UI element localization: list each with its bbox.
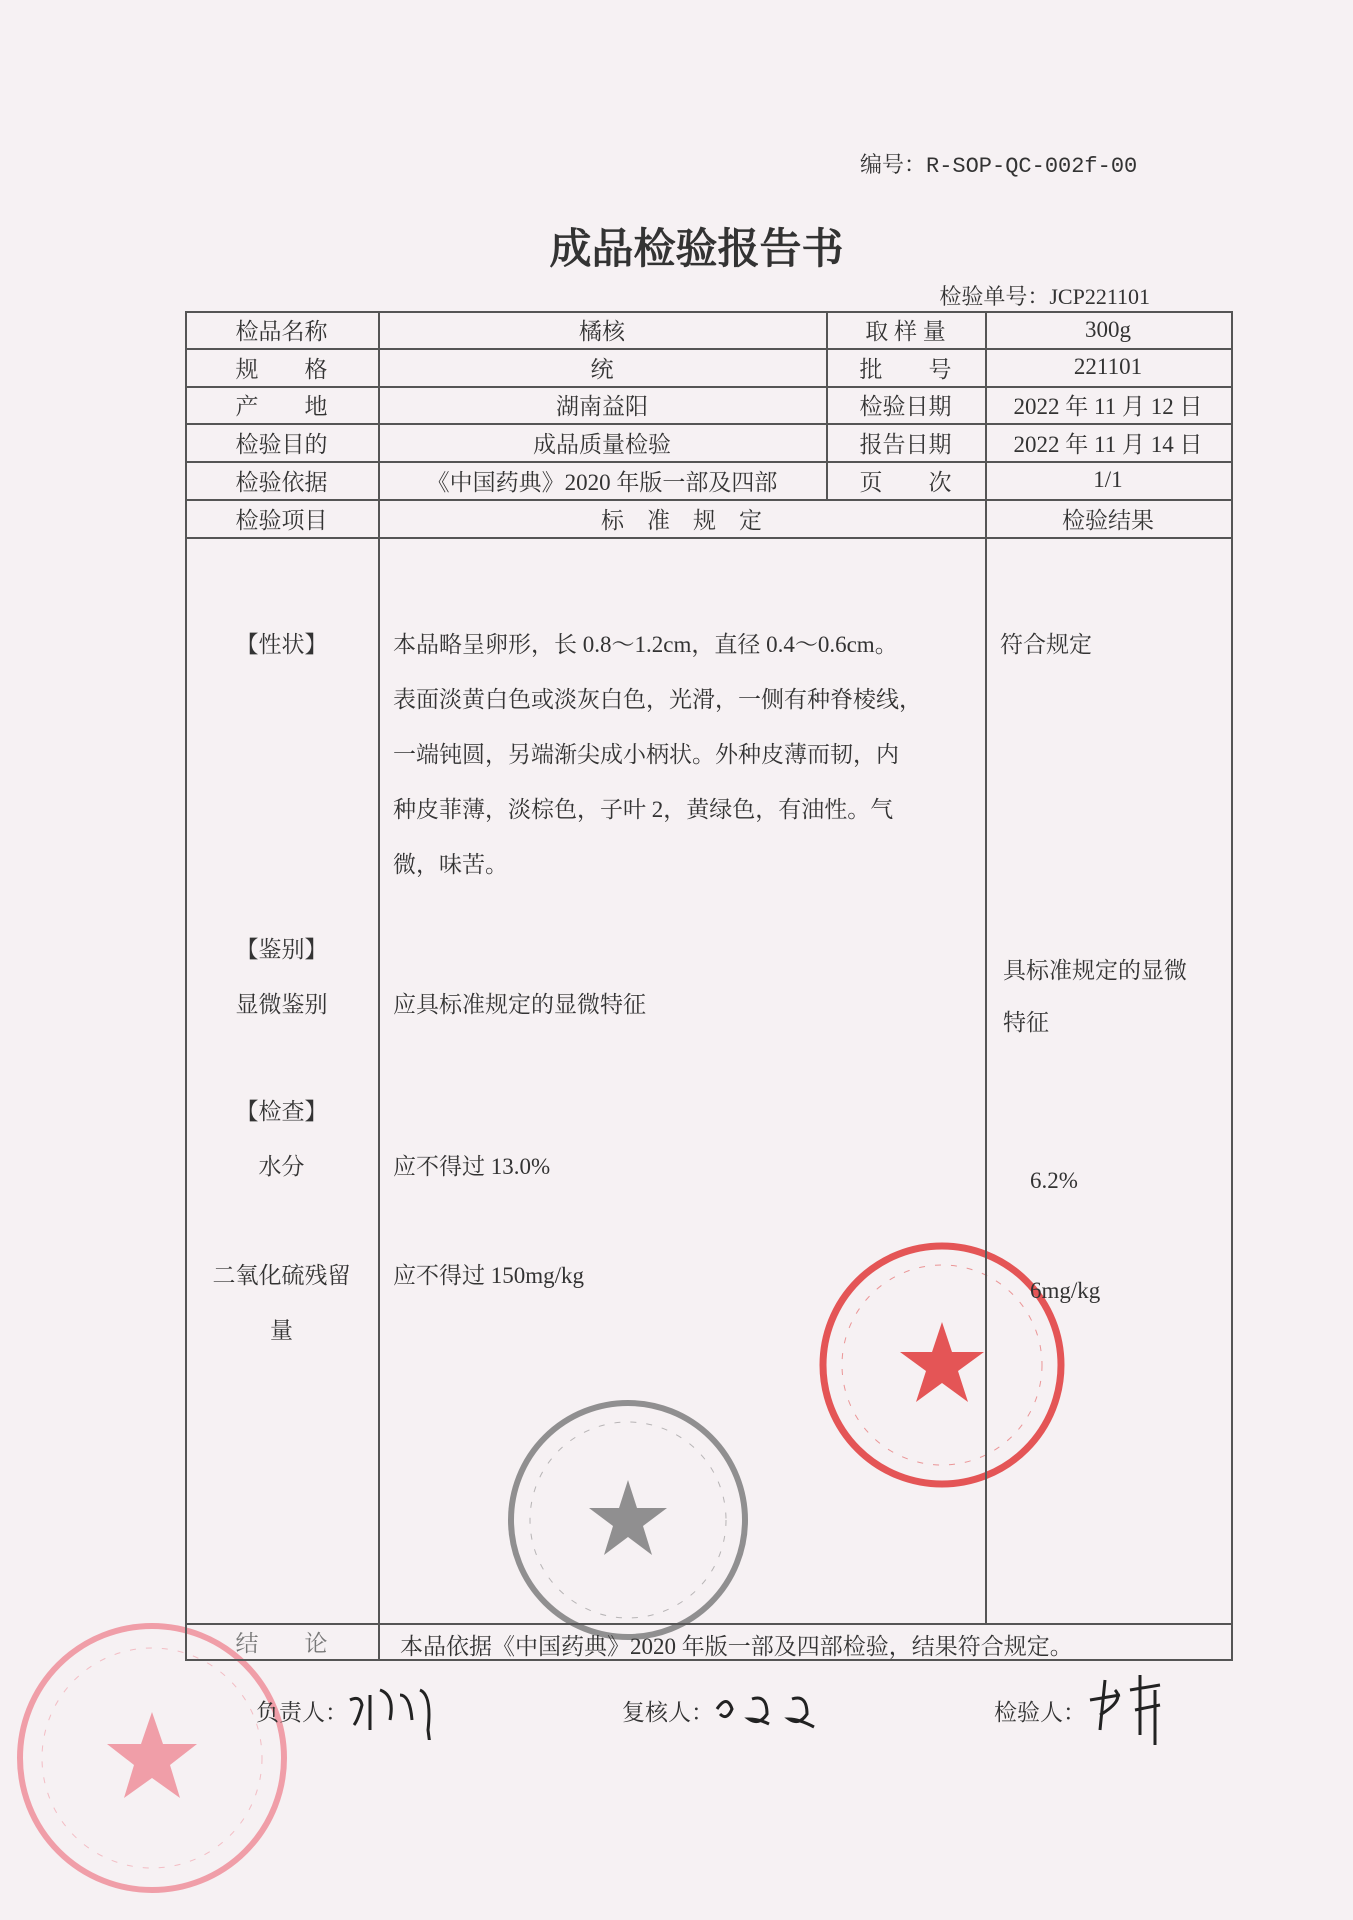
value-report-date: 2022 年 11 月 14 日 — [1013, 431, 1203, 457]
standard-line: 种皮菲薄，淡棕色，子叶 2，黄绿色，有油性。气 — [393, 797, 894, 822]
value-page: 1/1 — [1093, 467, 1123, 492]
label-inspection-date: 检验日期 — [859, 394, 952, 419]
label-sample-qty: 取 样 量 — [865, 319, 946, 344]
result-xingzhuang: 符合规定 — [1000, 632, 1092, 657]
reviewer-label: 复核人： — [622, 1700, 714, 1725]
page-title: 成品检验报告书 — [549, 227, 844, 273]
star-icon — [107, 1712, 197, 1798]
item-xingzhuang: 【性状】 — [235, 631, 328, 657]
label-report-date: 报告日期 — [859, 431, 952, 457]
item-microscopy: 显微鉴别 — [235, 991, 328, 1017]
value-basis: 《中国药典》2020 年版一部及四部 — [426, 469, 778, 495]
value-spec: 统 — [590, 356, 614, 382]
result-microscopy-line: 具标准规定的显微 — [1003, 958, 1187, 983]
item-moisture: 水分 — [258, 1153, 305, 1179]
result-microscopy-line: 特征 — [1003, 1010, 1049, 1035]
value-batch: 221101 — [1073, 354, 1143, 379]
document-code: 编号：R-SOP-QC-002f-00 — [860, 154, 1138, 179]
result-so2: 6mg/kg — [1030, 1278, 1101, 1303]
label-origin: 产 地 — [235, 394, 328, 419]
label-batch: 批 号 — [859, 356, 952, 382]
result-moisture: 6.2% — [1030, 1168, 1078, 1193]
conclusion-label: 结 论 — [235, 1631, 328, 1656]
value-purpose: 成品质量检验 — [533, 431, 671, 457]
col-item: 检验项目 — [235, 507, 328, 533]
section-jiancha: 【检查】 — [235, 1098, 328, 1124]
reviewer-signature — [712, 1684, 832, 1734]
standard-line: 一端钝圆，另端渐尖成小柄状。外种皮薄而韧，内 — [393, 742, 899, 767]
star-icon — [900, 1322, 984, 1402]
col-result: 检验结果 — [1062, 507, 1154, 533]
inspector-signature — [1085, 1670, 1175, 1750]
item-so2: 二氧化硫残留 — [212, 1262, 351, 1288]
standard-line: 本品略呈卵形，长 0.8～1.2cm，直径 0.4～0.6cm。 — [393, 632, 898, 657]
standard-moisture: 应不得过 13.0% — [393, 1154, 551, 1179]
inspector-label: 检验人： — [994, 1700, 1086, 1725]
standard-so2: 应不得过 150mg/kg — [393, 1263, 585, 1288]
value-origin: 湖南益阳 — [556, 394, 648, 419]
value-inspection-date: 2022 年 11 月 12 日 — [1013, 394, 1203, 419]
star-icon — [589, 1480, 667, 1555]
standard-line: 微，味苦。 — [393, 852, 508, 877]
label-page: 页 次 — [859, 469, 952, 495]
label-purpose: 检验目的 — [235, 431, 328, 457]
standard-line: 表面淡黄白色或淡灰白色，光滑，一侧有种脊棱线， — [393, 687, 922, 712]
value-sample-qty: 300g — [1085, 316, 1131, 342]
report-number: 检验单号：JCP221101 — [939, 284, 1150, 309]
col-standard: 标 准 规 定 — [601, 507, 762, 533]
label-product-name: 检品名称 — [235, 319, 328, 344]
responsible-signature — [345, 1680, 455, 1740]
label-basis: 检验依据 — [235, 469, 328, 495]
section-jianbie: 【鉴别】 — [235, 936, 328, 962]
standard-microscopy: 应具标准规定的显微特征 — [393, 992, 646, 1017]
inspection-stamp — [506, 1398, 750, 1642]
quality-management-stamp — [14, 1620, 290, 1896]
conclusion-text: 本品依据《中国药典》2020 年版一部及四部检验，结果符合规定。 — [400, 1634, 1073, 1659]
item-so2-cont: 量 — [270, 1317, 293, 1343]
label-spec: 规 格 — [235, 356, 328, 382]
responsible-label: 负责人： — [256, 1700, 348, 1725]
value-product-name: 橘核 — [579, 319, 625, 344]
